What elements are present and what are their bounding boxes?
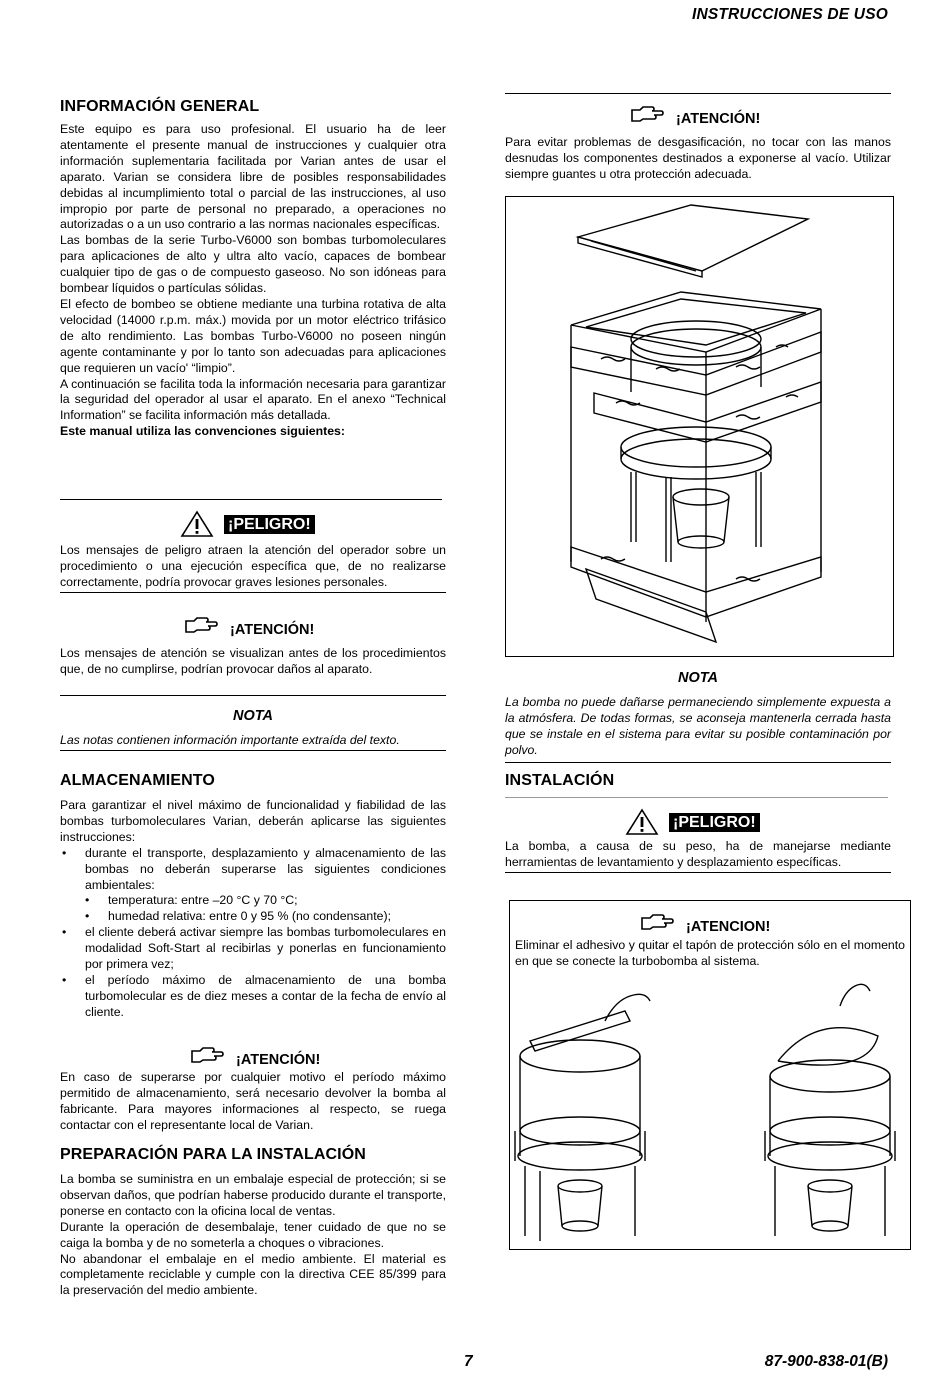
general-paragraph-2: Las bombas de la serie Turbo-V6000 son bombas turbomoleculares para aplicaciones de alto y ultra alto vacío, capaces de bombear cualquier tipo de gas o de compuesto gaseoso. No son idóneas para bombear líquidos o partículas sólidas. — [60, 233, 446, 296]
divider — [60, 592, 446, 593]
packaged-pump-figure — [505, 196, 894, 657]
general-paragraph-5: Este manual utiliza las convenciones siguientes: — [60, 424, 345, 439]
nota-text: Las notas contienen información importante extraída del texto. — [60, 733, 400, 747]
crate-illustration — [506, 197, 893, 656]
warning-triangle-icon — [625, 808, 659, 836]
right-atencion-text: Para evitar problemas de desgasificación, no tocar con las manos desnudas los componentes destinados a exponerse al vacío. Utilizar siempre guantes u otra protección adecuada. — [505, 135, 891, 181]
almacenamiento-list-2 — [60, 925, 446, 1020]
section-preparacion — [60, 1146, 446, 1299]
atencion3-label: ¡ATENCION! — [686, 919, 771, 935]
atencion2-notice-title — [190, 1042, 320, 1068]
peligro-text: Los mensajes de peligro atraen la atención del operador sobre un procedimiento o una ejecución específica que, de no realizarse correctamente, podría provocar graves lesiones personales. — [60, 543, 446, 589]
divider — [60, 695, 446, 696]
atencion-notice-title — [184, 612, 314, 638]
general-paragraph-1: Este equipo es para uso profesional. El usuario ha de leer atentamente el presente manual de instrucciones y cualquier otra información suplementaria facilitada por Varian antes de usar el aparato. Varian se considera libre de posibles responsabilidades debidas al incumplimiento total o parcial de las instrucciones, al uso impropio por parte de personal no preparado, a operaciones no autorizadas o a un uso contrario a las normas nacionales específicas. — [60, 122, 446, 232]
peligro-notice-title — [180, 510, 315, 538]
right-atencion-notice-title — [630, 101, 760, 127]
conditions-list — [60, 893, 446, 925]
peligro-label: ¡PELIGRO! — [224, 515, 315, 534]
divider — [505, 872, 891, 873]
preparacion-paragraph-1: La bomba se suministra en un embalaje especial de protección; si se observan daños, que podrían haberse producido durante el transporte, ponerse en contacto con la oficina local de ventas. — [60, 1172, 446, 1218]
page-number: 7 — [464, 1353, 473, 1370]
list-item: • durante el transporte, desplazamiento y almacenamiento de las bombas no deberán superarse las siguientes condiciones ambientales: — [60, 846, 446, 894]
divider — [60, 499, 442, 500]
atencion2-label: ¡ATENCIÓN! — [236, 1052, 321, 1068]
divider — [505, 797, 888, 798]
almacenamiento-intro: Para garantizar el nivel máximo de funcionalidad y fiabilidad de las bombas turbomoleculares Varian, deberán aplicarse las siguientes instrucciones: — [60, 798, 446, 844]
section-informacion-general — [60, 98, 446, 440]
page-header-title: INSTRUCCIONES DE USO — [691, 6, 888, 23]
instalacion-peligro-text: La bomba, a causa de su peso, ha de manejarse mediante herramientas de levantamiento y desplazamiento específicas. — [505, 839, 891, 869]
document-code: 87-900-838-01(B) — [764, 1353, 888, 1370]
atencion-text: Los mensajes de atención se visualizan antes de los procedimientos que, de no cumplirse, podrían provocar daños al aparato. — [60, 646, 446, 676]
divider — [60, 750, 446, 751]
atencion3-notice-title — [640, 909, 770, 935]
heading-instalacion: INSTALACIÓN — [505, 772, 615, 789]
divider — [505, 762, 891, 763]
right-nota-text: La bomba no puede dañarse permaneciendo simplemente expuesta a la atmósfera. De todas formas, se aconseja mantenerla cerrada hasta que se instale en el sistema para evitar su posible contaminación por polvo. — [505, 695, 891, 757]
pump-unpacking-illustration — [510, 981, 910, 1246]
right-nota-label: NOTA — [677, 670, 718, 686]
divider — [505, 93, 891, 94]
list-item: • el período máximo de almacenamiento de una bomba turbomolecular es de diez meses a contar de la fecha de envío al cliente. — [60, 973, 446, 1021]
list-item: • el cliente deberá activar siempre las bombas turbomoleculares en modalidad Soft-Start al recibirlas y ponerlas en funcionamiento por primera vez; — [60, 925, 446, 973]
pointing-hand-icon — [190, 1045, 226, 1065]
preparacion-paragraph-2: Durante la operación de desembalaje, tener cuidado de que no se caiga la bomba y de no someterla a choques o vibraciones. — [60, 1219, 446, 1250]
section-instalacion — [505, 772, 891, 790]
atencion2-text: En caso de superarse por cualquier motivo el período máximo permitido de almacenamiento, será necesario devolver la bomba al fabricante. Para mayores informaciones al respecto, se ruega contactar con el representante local de Varian. — [60, 1070, 446, 1132]
heading-almacenamiento: ALMACENAMIENTO — [60, 772, 215, 789]
instalacion-peligro-label: ¡PELIGRO! — [669, 813, 760, 832]
pointing-hand-icon — [184, 615, 220, 635]
heading-informacion-general: INFORMACIÓN GENERAL — [60, 98, 260, 115]
almacenamiento-list — [60, 846, 446, 894]
list-item: • humedad relativa: entre 0 y 95 % (no condensante); — [60, 909, 446, 925]
general-paragraph-3: El efecto de bombeo se obtiene mediante una turbina rotativa de alta velocidad (14000 r.p.m. máx.) movida por un motor eléctrico trifásico de alto rendimiento. Las bombas Turbo-V6000 no poseen ningún agente contaminante y por lo tanto son adecuadas para aplicaciones que requieren un vacío' “limpio”. — [60, 296, 446, 375]
atencion-label: ¡ATENCIÓN! — [230, 622, 315, 638]
general-paragraph-4: A continuación se facilita toda la información necesaria para garantizar la seguridad del operador al usar el aparato. En el anexo “Technical Information” se facilita información más detallada. — [60, 376, 446, 423]
list-item: • temperatura: entre –20 °C y 70 °C; — [60, 893, 446, 909]
atencion3-box — [509, 900, 911, 1250]
pointing-hand-icon — [630, 104, 666, 124]
warning-triangle-icon — [180, 510, 214, 538]
preparacion-paragraph-3: No abandonar el embalaje en el medio ambiente. El material es completamente reciclable y cumple con la directiva CEE 85/399 para la preservación del medio ambiente. — [60, 1251, 446, 1298]
right-atencion-label: ¡ATENCIÓN! — [676, 111, 761, 127]
section-almacenamiento — [60, 772, 446, 1021]
nota-label: NOTA — [232, 708, 273, 724]
atencion3-text: Eliminar el adhesivo y quitar el tapón de protección sólo en el momento en que se conecte la turbobomba al sistema. — [515, 938, 905, 968]
instalacion-peligro-notice-title — [625, 808, 760, 836]
heading-preparacion: PREPARACIÓN PARA LA INSTALACIÓN — [60, 1146, 366, 1163]
pointing-hand-icon — [640, 912, 676, 932]
